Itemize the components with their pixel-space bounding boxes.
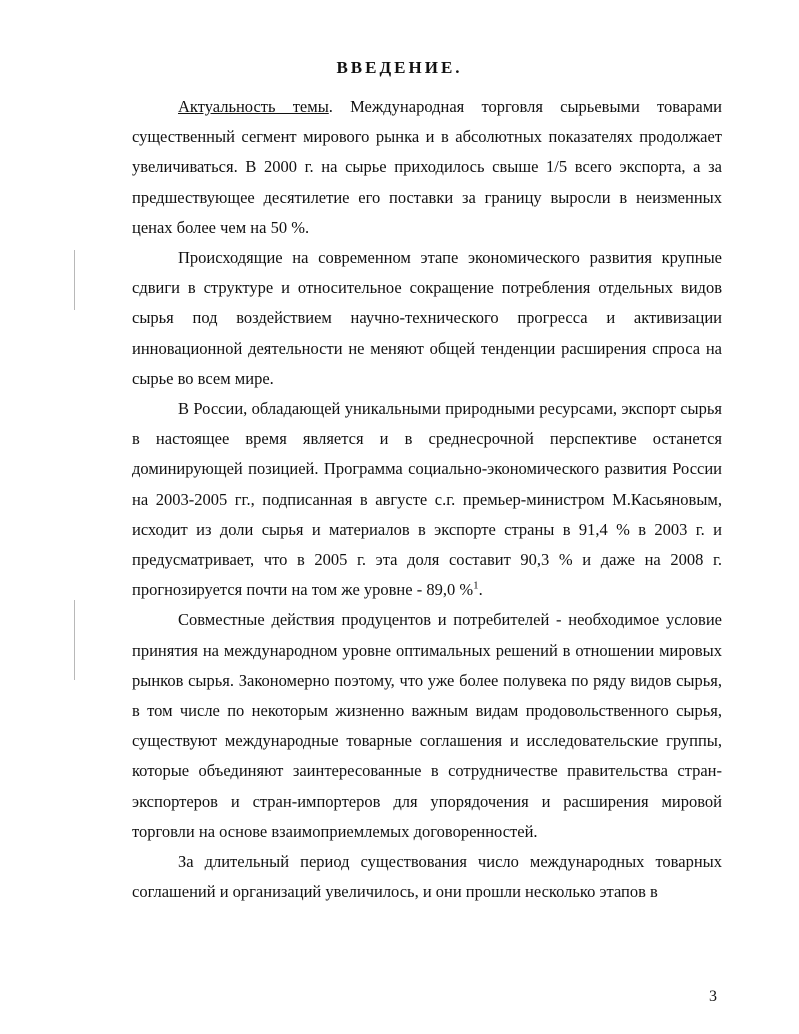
- page-number: 3: [709, 988, 717, 1005]
- footnote-reference[interactable]: 1: [473, 579, 479, 592]
- paragraph-text: Совместные действия продуцентов и потребителей - необходимое условие принятия на международном уровне оптимальных решений в отношении мировых рынков сырья. Закономерно поэтому, что уже более полувека по ряду видов сырья, в том числе по некоторым жизненно важным видам продовольственного сырья, существуют международные товарные соглашения и исследовательские группы, которые объединяют заинтересованные в сотрудничестве правительства стран-экспортеров и стран-импортеров для упорядочения и расширения мировой торговли на основе взаимоприемлемых договоренностей.: [132, 610, 722, 841]
- paragraph-russia-export: [132, 394, 722, 605]
- paragraph-history: [132, 847, 722, 907]
- body-text: [132, 92, 722, 907]
- page-title: ВВЕДЕНИЕ.: [336, 58, 463, 77]
- scan-margin-mark: [74, 600, 75, 680]
- paragraph-structural-shifts: [132, 243, 722, 394]
- scan-margin-mark: [74, 250, 75, 310]
- paragraph-text: . Международная торговля сырьевыми товарами существенный сегмент мирового рынка и в абсолютных показателях продолжает увеличиваться. В 2000 г. на сырье приходилось свыше 1/5 всего экспорта, а за предшествующее десятилетие его поставки за границу выросли в неизменных ценах более чем на 50 %.: [132, 97, 722, 237]
- paragraph-text: За длительный период существования число международных товарных соглашений и организаций увеличилось, и они прошли несколько этапов в: [132, 852, 722, 902]
- paragraph-text: Происходящие на современном этапе экономического развития крупные сдвиги в структуре и относительное сокращение потребления отдельных видов сырья под воздействием научно-технического прогресса и активизации инновационной деятельности не меняют общей тенденции расширения спроса на сырье во всем мире.: [132, 248, 722, 388]
- paragraph-text: В России, обладающей уникальными природными ресурсами, экспорт сырья в настоящее время является и в среднесрочной перспективе останется доминирующей позицией. Программа социально-экономического развития России на 2003-2005 гг., подписанная в августе с.г. премьер-министром М.Касьяновым, исходит из доли сырья и материалов в экспорте страны в 91,4 % в 2003 г. и предусматривает, что в 2005 г. эта доля составит 90,3 % и даже на 2008 г. прогнозируется почти на том же уровне - 89,0 %: [132, 399, 722, 600]
- relevance-heading: Актуальность темы: [178, 97, 329, 116]
- paragraph-tail: .: [478, 580, 483, 600]
- paragraph-relevance: [132, 92, 722, 243]
- paragraph-joint-actions: [132, 605, 722, 847]
